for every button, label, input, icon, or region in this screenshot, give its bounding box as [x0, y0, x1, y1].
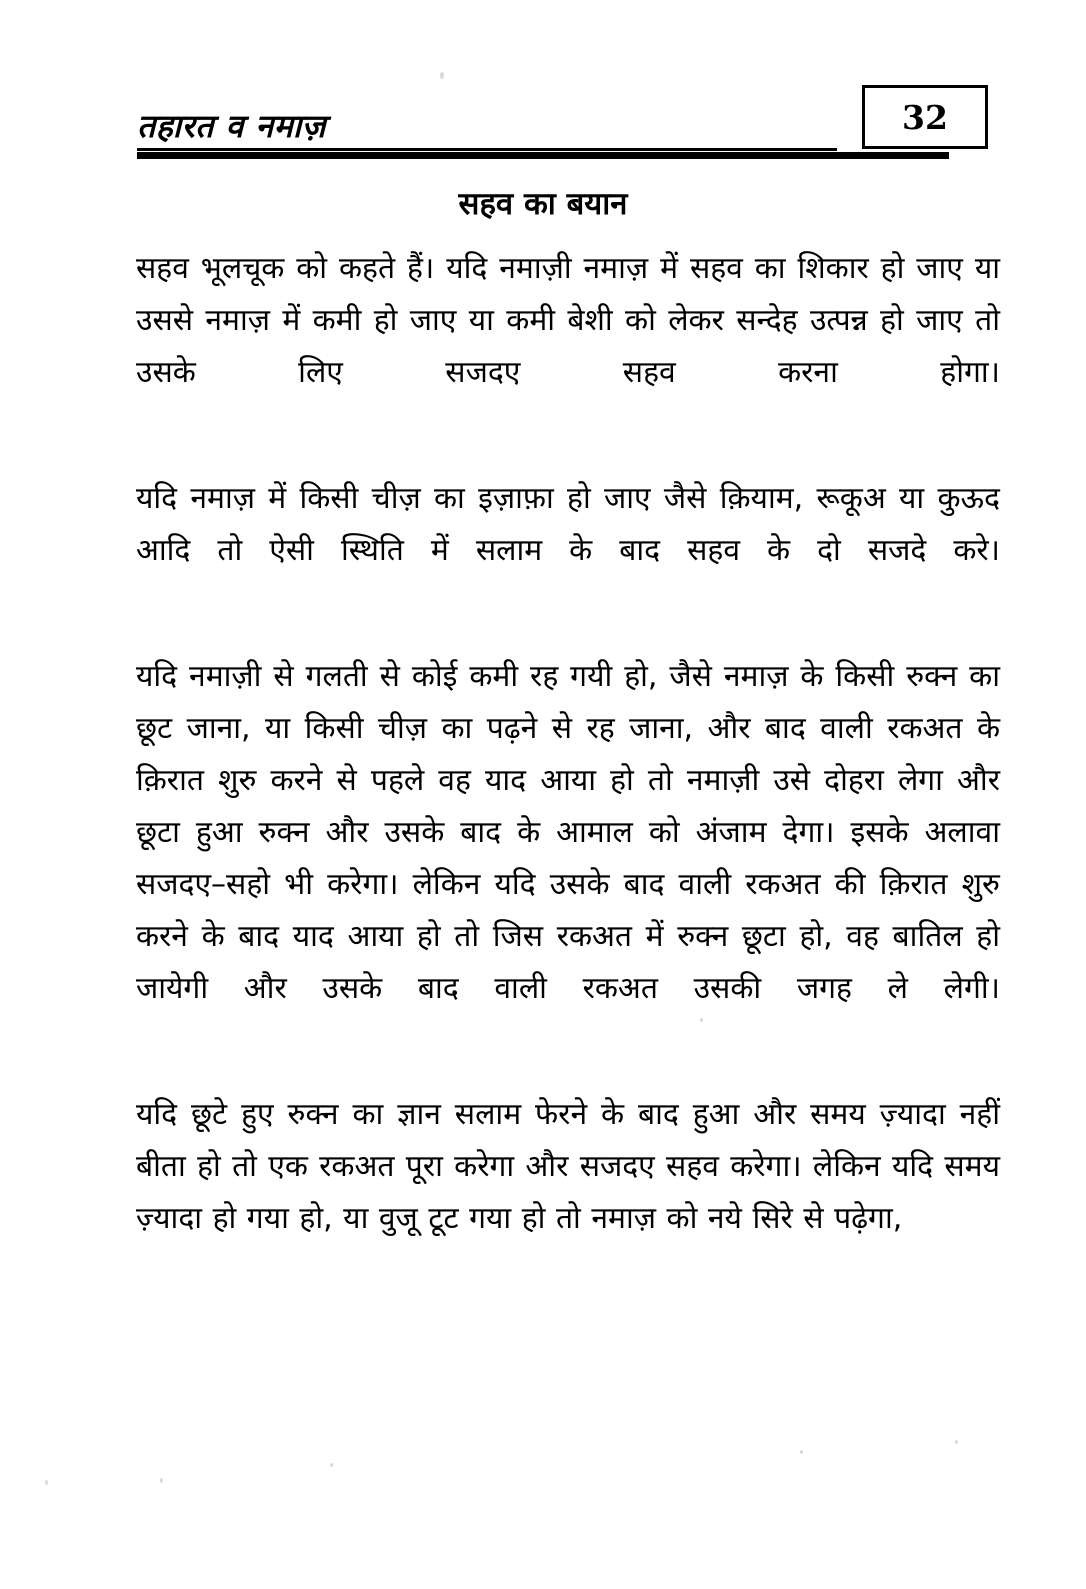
paragraph: यदि छूटे हुए रुक्न का ज्ञान सलाम फेरने के बाद हुआ और समय ज़्यादा नहीं बीता हो तो एक रकअत पूरा करेगा और सजदए सहव करेगा। लेकिन यदि समय ज़्यादा हो गया हो, या वुजू टूट गया हो तो नमाज़ को नये सिरे से पढ़ेगा,	[136, 1097, 1000, 1236]
paragraph: यदि नमाज़ में किसी चीज़ का इज़ाफ़ा हो जाए जैसे क़ियाम, रूकूअ या कुऊद आदि तो ऐसी स्थिति में सलाम के बाद सहव के दो सजदे करे।	[136, 481, 1000, 568]
page-number: 32	[902, 97, 948, 137]
scan-speckle	[955, 1440, 958, 1444]
scan-speckle	[800, 1450, 803, 1454]
scan-speckle	[160, 1478, 163, 1483]
header-rule-thin	[137, 148, 837, 151]
running-header-title: तहारत व नमाज़	[137, 107, 326, 145]
scan-speckle	[330, 1463, 333, 1467]
paragraph: यदि नमाज़ी से गलती से कोई कमी रह गयी हो, जैसे नमाज़ के किसी रुक्न का छूट जाना, या किसी चीज़ का पढ़ने से रह जाना, और बाद वाली रकअत के क़िरात शुरु करने से पहले वह याद आया हो तो नमाज़ी उसे दोहरा लेगा और छूटा हुआ रुक्न और उसके बाद के आमाल को अंजाम देगा। इसके अलावा सजदए–सहो भी करेगा। लेकिन यदि उसके बाद वाली रकअत की क़िरात शुरु करने के बाद याद आया हो तो जिस रकअत में रुक्न छूटा हो, वह बातिल हो जायेगी और उसके बाद वाली रकअत उसकी जगह ले लेगी।	[136, 659, 1000, 1006]
paragraph: सहव भूलचूक को कहते हैं। यदि नमाज़ी नमाज़ में सहव का शिकार हो जाए या उससे नमाज़ में कमी हो जाए या कमी बेशी को लेकर सन्देह उत्पन्न हो जाए तो उसके लिए सजदए सहव करना होगा।	[136, 251, 1000, 390]
page-header	[0, 0, 1086, 175]
section-heading: सहव का बयान	[458, 186, 628, 222]
header-rule-thick	[137, 152, 949, 159]
body-text-column	[136, 243, 1000, 1245]
scan-speckle	[45, 1480, 48, 1485]
page-number-box	[862, 85, 988, 149]
